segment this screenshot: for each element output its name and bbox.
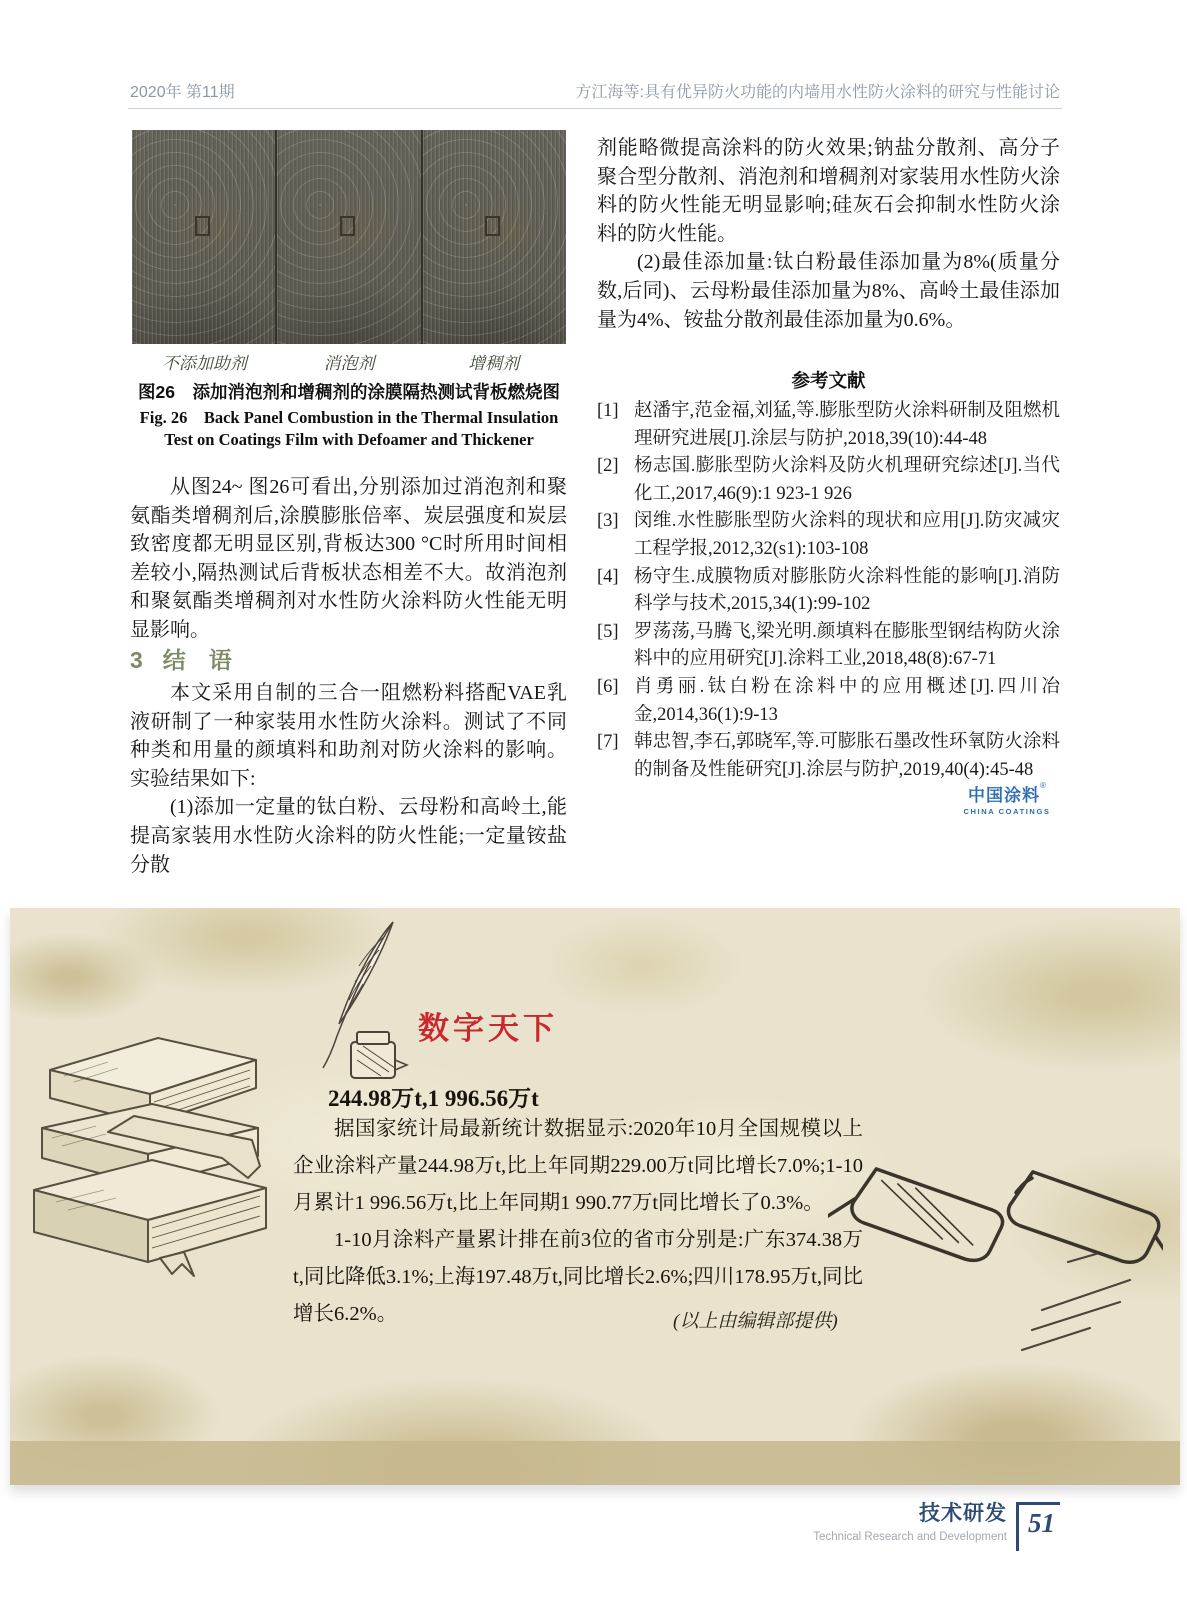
references-heading: 参考文献: [791, 372, 866, 392]
digest-body-text: [293, 1111, 863, 1333]
figure-26-photo: [132, 130, 566, 344]
paragraph: 剂能略微提高涂料的防火效果;钠盐分散剂、高分子聚合型分散剂、消泡剂和增稠剂对家装用水性防火涂料的防火性能无明显影响;硅灰石会抑制水性防火涂料的防火性能。: [597, 137, 1060, 245]
reference-item: [597, 398, 1060, 453]
digest-title: 数字天下: [418, 1011, 558, 1046]
right-column-conclusion-text: [597, 134, 1060, 334]
quill-and-ink-icon: [305, 918, 420, 1086]
digest-headline-figures: 244.98万t,1 996.56万t: [328, 1086, 539, 1111]
reference-item: [597, 729, 1060, 784]
page-number: 51: [1028, 1508, 1055, 1538]
reference-text: 韩忠智,李石,郭晓军,等.可膨胀石墨改性环氧防火涂料的制备及性能研究[J].涂层与防护,2019,40(4):45-48: [634, 732, 1060, 780]
header-divider: [128, 108, 1062, 109]
reference-number: [6]: [597, 676, 619, 697]
left-column-paragraph-discussion: [130, 473, 567, 645]
logo-text-zh: 中国涂料: [968, 786, 1041, 805]
reference-item: [597, 564, 1060, 619]
reference-item: [597, 619, 1060, 674]
reference-number: [2]: [597, 456, 619, 477]
paragraph: (1)添加一定量的钛白粉、云母粉和高岭土,能提高家装用水性防火涂料的防火性能;一定量铵盐分散: [130, 796, 567, 876]
reference-number: [5]: [597, 621, 619, 642]
thermocouple-square-mark: [340, 216, 355, 236]
figure-caption-en: [118, 407, 580, 451]
photo-panel-no-additive: [132, 130, 275, 344]
reference-text: 肖勇丽.钛白粉在涂料中的应用概述[J].四川冶金,2014,36(1):9-13: [634, 676, 1060, 725]
issue-label: 2020年 第11期: [130, 84, 235, 101]
reference-number: [4]: [597, 566, 619, 587]
photo-panel-labels: [132, 349, 566, 374]
page-number-bracket: [1016, 1502, 1060, 1551]
running-title: 方江海等:具有优异防火功能的内墙用水性防火涂料的研究与性能讨论: [575, 84, 1060, 101]
reference-number: [1]: [597, 401, 619, 421]
panel-label-defoamer: 消泡剂: [323, 354, 375, 373]
footer-section-en: Technical Research and Development: [813, 1531, 1007, 1543]
reference-number: [3]: [597, 511, 619, 532]
section-number: 3: [130, 647, 143, 673]
section-heading-conclusion: [130, 642, 232, 675]
footer-section-zh: 技术研发: [919, 1502, 1007, 1525]
page-footer: [813, 1497, 1060, 1551]
figure-caption-en-line2: Test on Coatings Film with Defoamer and Thickener: [164, 430, 534, 449]
photo-panel-thickener: [421, 130, 566, 344]
reference-text: 罗荡荡,马腾飞,梁光明.颜填料在膨胀型钢结构防火涂料中的应用研究[J].涂料工业,2018,48(8):67-71: [634, 621, 1060, 670]
digest-credit-line: (以上由编辑部提供): [673, 1311, 838, 1332]
thermocouple-square-mark: [195, 216, 210, 236]
paragraph: 从图24~ 图26可看出,分别添加过消泡剂和聚氨酯类增稠剂后,涂膜膨胀倍率、炭层强度和炭层致密度都无明显区别,背板达300 °C时所用时间相差较小,隔热测试后背板状态相差不大。故消泡剂和聚氨酯类增稠剂对水性防火涂料防火性能无明显影响。: [130, 476, 567, 641]
reference-text: 闵维.水性膨胀型防火涂料的现状和应用[J].防灾减灾工程学报,2012,32(s1):103-108: [634, 511, 1060, 559]
thermocouple-square-mark: [485, 216, 500, 236]
eyeglasses-icon: [828, 1066, 1163, 1411]
references-list: [597, 398, 1060, 784]
reference-text: 赵潘宇,范金福,刘猛,等.膨胀型防火涂料研制及阻燃机理研究进展[J].涂层与防护,2018,39(10):44-48: [634, 401, 1060, 449]
left-column-conclusion-text: [130, 679, 567, 879]
photo-panel-defoamer: [275, 130, 420, 344]
digest-panel: [10, 908, 1180, 1485]
reference-item: [597, 508, 1060, 563]
panel-label-no-additive: 不添加助剂: [161, 354, 247, 373]
registered-mark-icon: ®: [1040, 781, 1046, 790]
paragraph: 据国家统计局最新统计数据显示:2020年10月全国规模以上企业涂料产量244.98万t,比上年同期229.00万t同比增长7.0%;1-10月累计1 996.56万t,比上年同期1 990.77万t同比增长了0.3%。: [293, 1118, 863, 1214]
panel-label-thickener: 增稠剂: [468, 354, 520, 373]
paragraph: (2)最佳添加量:钛白粉最佳添加量为8%(质量分数,后同)、云母粉最佳添加量为8%、高岭土最佳添加量为4%、铵盐分散剂最佳添加量为0.6%。: [597, 251, 1060, 331]
reference-number: [7]: [597, 732, 619, 753]
reference-item: [597, 674, 1060, 729]
figure-caption-en-line1: Fig. 26 Back Panel Combustion in the Thermal Insulation: [139, 408, 559, 427]
books-stack-icon: [12, 1006, 284, 1278]
reference-text: 杨志国.膨胀型防火涂料及防火机理研究综述[J].当代化工,2017,46(9):1 923-1 926: [634, 456, 1060, 504]
footer-section-labels: [813, 1497, 1007, 1543]
section-title: 结 语: [162, 647, 232, 673]
reference-text: 杨守生.成膜物质对膨胀防火涂料性能的影响[J].消防科学与技术,2015,34(1):99-102: [634, 566, 1060, 615]
paragraph: 1-10月涂料产量累计排在前3位的省市分别是:广东374.38万t,同比降低3.1%;上海197.48万t,同比增长2.6%;四川178.95万t,同比增长6.2%。: [293, 1229, 864, 1325]
china-coatings-logo: [952, 781, 1062, 816]
figure-caption-zh: 图26 添加消泡剂和增稠剂的涂膜隔热测试背板燃烧图: [138, 382, 560, 402]
page-header: [130, 79, 1060, 102]
paragraph: 本文采用自制的三合一阻燃粉料搭配VAE乳液研制了一种家装用水性防火涂料。测试了不同种类和用量的颜填料和助剂对防火涂料的影响。实验结果如下:: [130, 682, 567, 790]
reference-item: [597, 453, 1060, 508]
logo-text-en: CHINA COATINGS: [963, 807, 1051, 816]
